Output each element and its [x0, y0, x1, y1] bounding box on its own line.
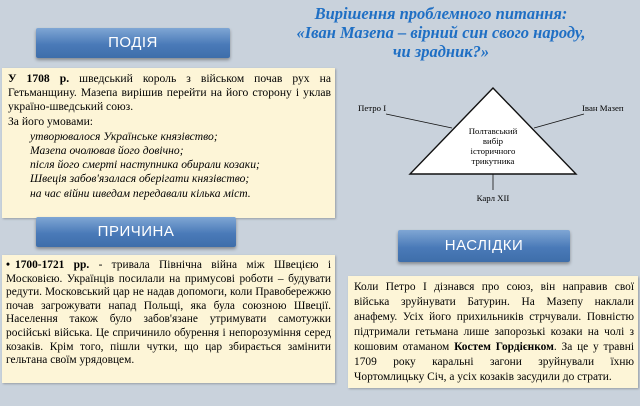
cause-text: - тривала Північна війна між Швецією і Московією. Українців посилали на примусові роботи – будувати редути. Московський цар не надав допомоги, коли Правобережжю почав загрожувати напад Польщі, яка була союзною Швеції. Населення також було забов'язане утримувати самотужки російські війська. Це спричинило обурення і непорозуміння серед козаків. Крім того, пішли чутки, що цар збирається замінити гельтана своїм урядовцем. — [6, 259, 331, 367]
consequences-card — [348, 276, 638, 388]
triangle-diagram — [352, 78, 634, 206]
consequences-badge: НАСЛІДКИ — [398, 230, 570, 262]
diagram-center-line: історичного — [470, 146, 516, 156]
diagram-label-left: Петро І — [358, 103, 387, 113]
title-line-2: «Іван Мазепа – вірний син свого народу, — [296, 23, 586, 42]
bullet-icon: • — [6, 259, 10, 271]
condition-item: після його смерті наступника обирали козаки; — [30, 158, 260, 172]
cause-badge: ПРИЧИНА — [36, 217, 236, 247]
event-year: У 1708 р. — [8, 72, 70, 85]
cause-paragraph — [6, 259, 331, 368]
conditions-list — [8, 130, 331, 201]
event-card — [2, 68, 335, 218]
title-line-3: чи зрадник?» — [392, 42, 490, 61]
title-line-1: Вирішення проблемного питання: — [314, 4, 568, 23]
page-title — [248, 4, 634, 61]
connector-left — [386, 114, 452, 128]
event-paragraph — [8, 72, 331, 115]
condition-item: Швеція забов'язалася оберігати князівство; — [30, 172, 250, 186]
consequences-text-1: Коли Петро І дізнався про союз, він направив свої війська зруйнувати Батурин. На Мазепу наклали анафему. Усіх його прихильників стрчували. Повністю підтримали гетьмана лише запорозькі козаки на чолі з кошовим отаманом — [354, 281, 634, 353]
cause-years: 1700-1721 рр. — [15, 259, 90, 271]
condition-item: Мазепа очолював його довічно; — [30, 144, 184, 158]
diagram-center-line: вибір — [482, 136, 504, 146]
diagram-center-line: трикутника — [471, 156, 515, 166]
diagram-label-right: Іван Мазеп — [582, 103, 624, 113]
condition-item: на час війни шведам передавали кілька міст. — [30, 186, 251, 200]
consequences-name: Костем Гордієнком — [454, 341, 554, 353]
conditions-title: За його умовами: — [8, 114, 94, 128]
connector-right — [534, 114, 584, 128]
cause-card — [2, 255, 335, 383]
event-text: шведський король з військом почав рух на Гетьманщину. Мазепа вирішив перейти на його сторону і уклав україно-шведський союз. — [8, 72, 331, 114]
diagram-label-bottom: Карл ХІІ — [476, 193, 510, 203]
consequences-text-2: . За це у травні 1709 року каральні загони зруйнували їхню Чортомлицьку Січ, а усіх козаків засудили до страти. — [354, 341, 635, 383]
diagram-center-line: Полтавський — [468, 126, 518, 136]
event-badge: ПОДІЯ — [36, 28, 230, 58]
condition-item: утворювалося Українське князівство; — [30, 129, 218, 143]
consequences-paragraph — [354, 280, 634, 385]
